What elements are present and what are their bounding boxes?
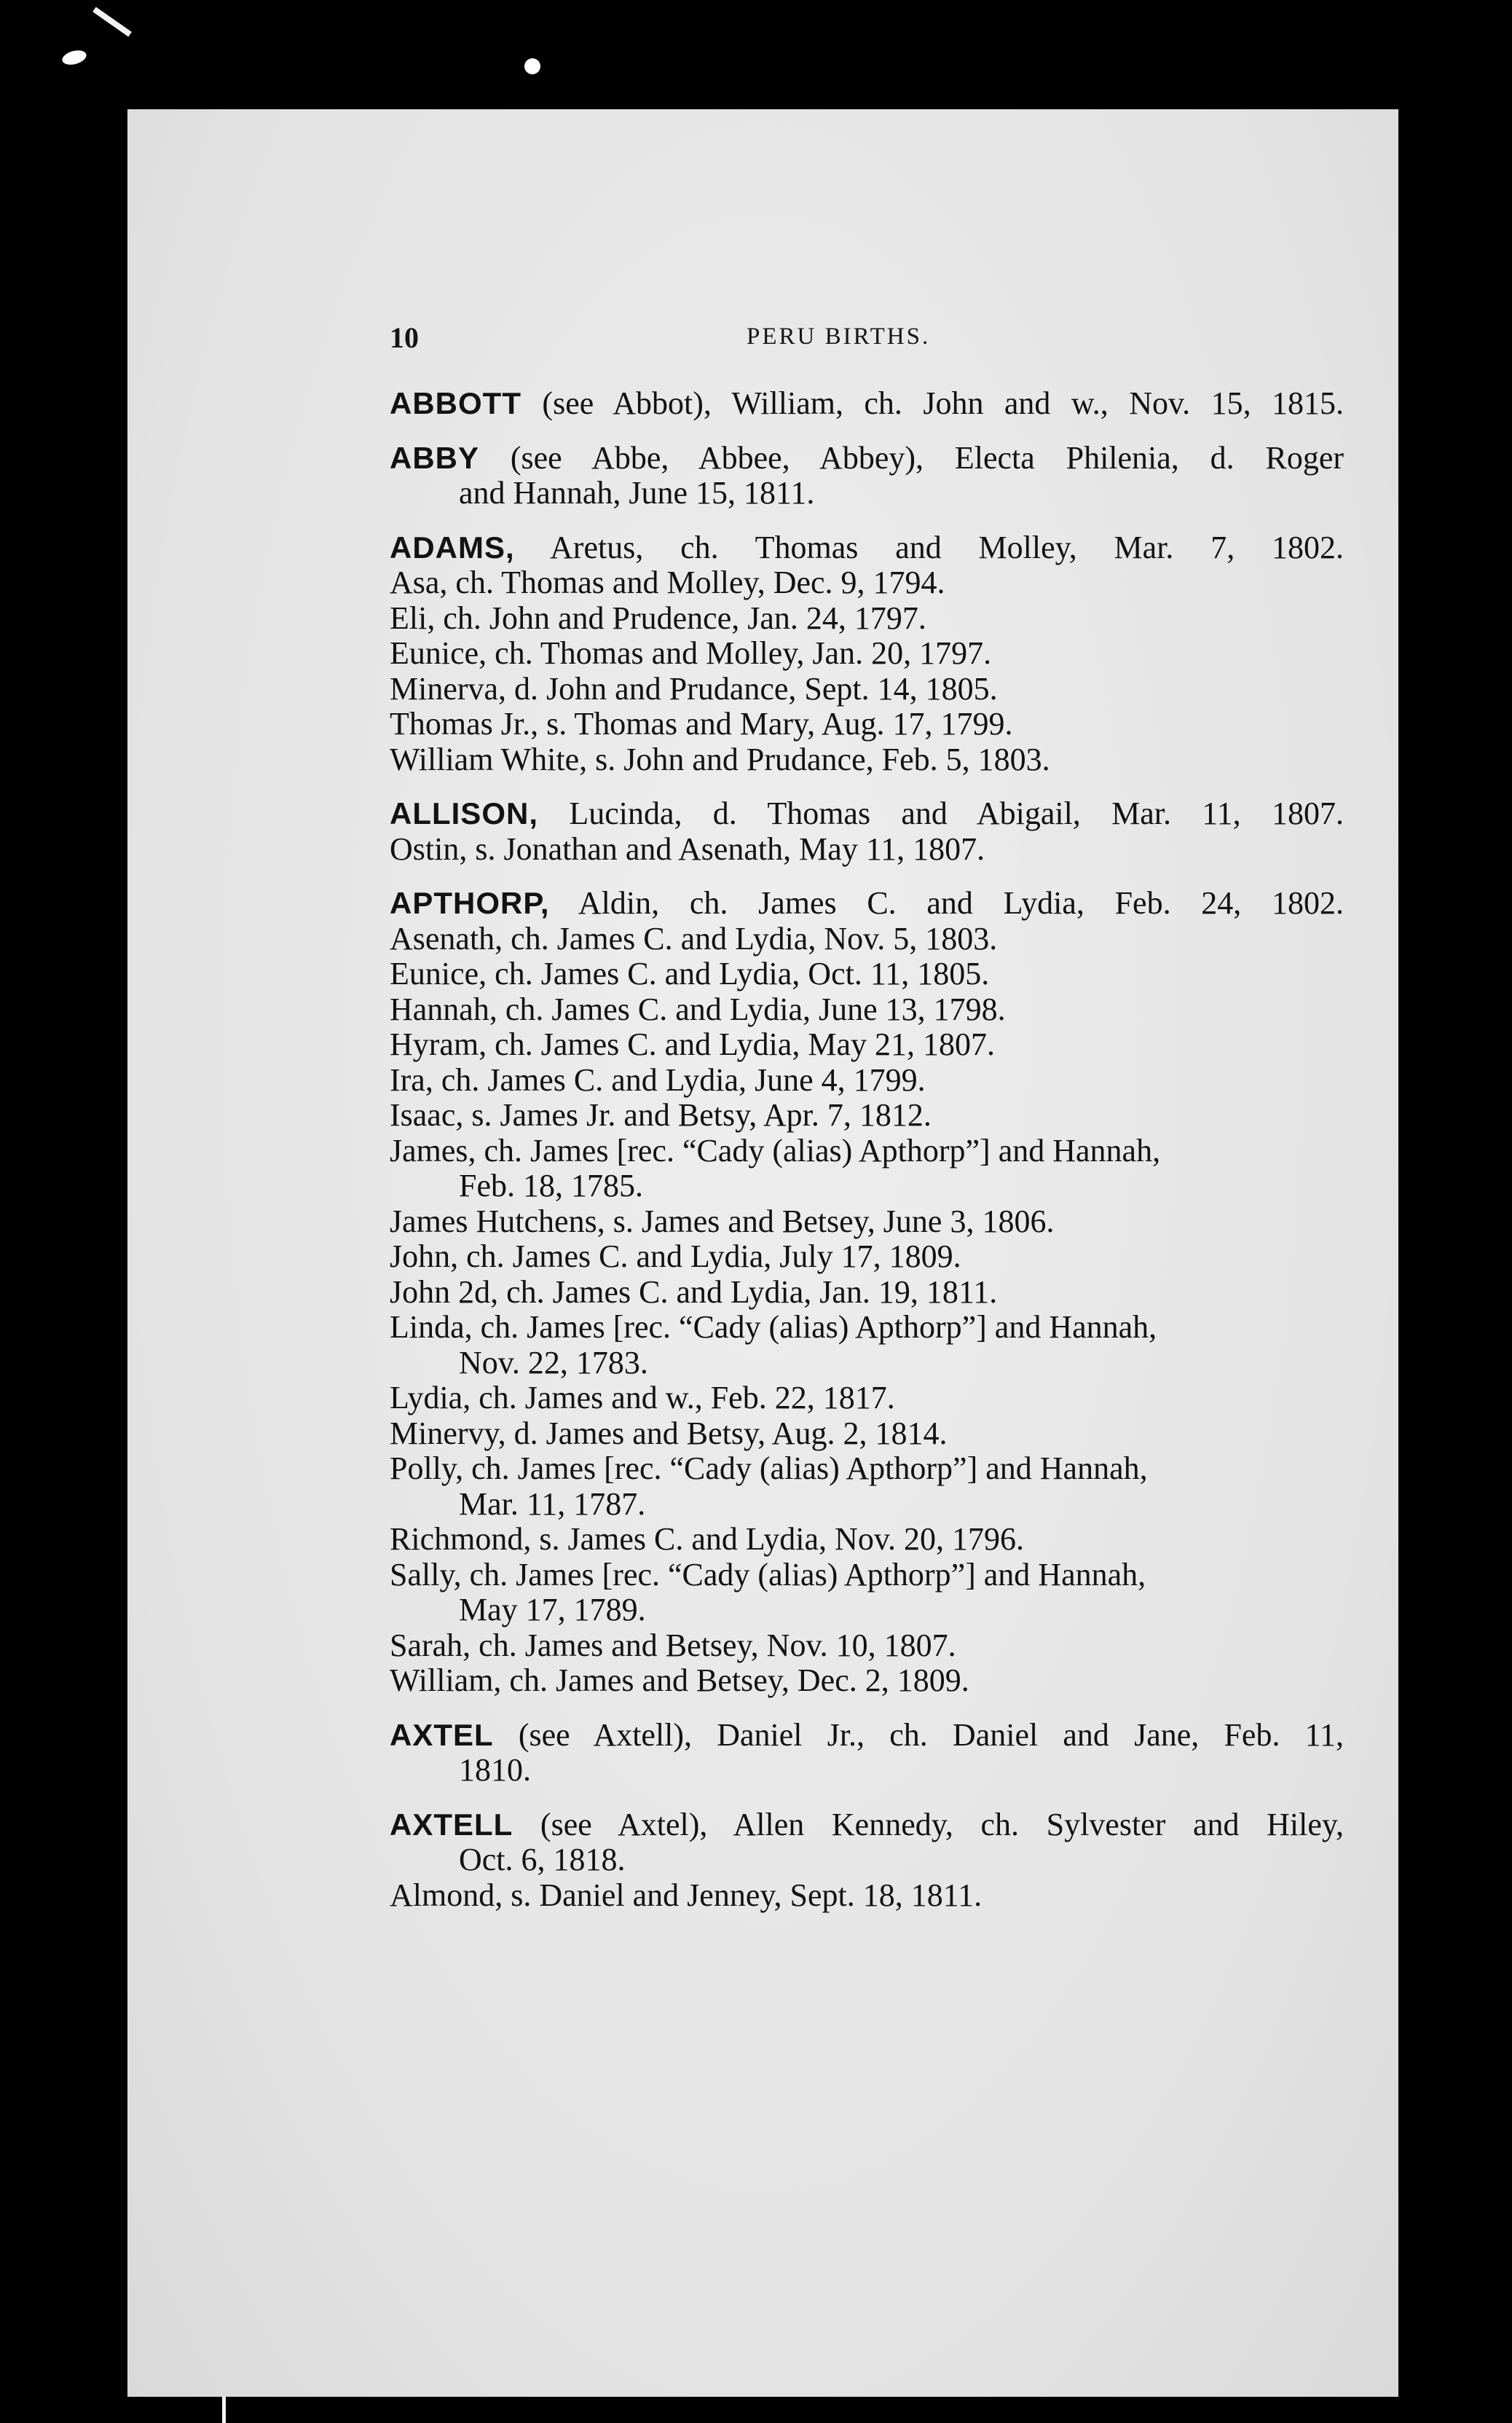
- entry-text: Linda, ch. James [rec. “Cady (alias) Apthorp”] and Hannah,: [390, 1309, 1157, 1345]
- entry-continuation: [390, 1487, 1344, 1523]
- entry-text: Polly, ch. James [rec. “Cady (alias) Apthorp”] and Hannah,: [390, 1450, 1148, 1486]
- entry-line: [390, 1663, 1344, 1699]
- surname: ABBY: [390, 440, 480, 475]
- entry-line: [390, 672, 1344, 707]
- entry-text: John 2d, ch. James C. and Lydia, Jan. 19, 1811.: [390, 1273, 998, 1310]
- scan-streak: [92, 7, 132, 37]
- entry-text: May 17, 1789.: [459, 1592, 646, 1627]
- entry-text: Mar. 11, 1787.: [459, 1485, 646, 1522]
- family-entry: [390, 1807, 1344, 1914]
- entry-line: [390, 1522, 1344, 1558]
- family-entry: [390, 796, 1344, 867]
- entry-continuation: [390, 1169, 1344, 1204]
- scan-speck: [524, 58, 540, 74]
- entry-line: [390, 886, 1344, 922]
- entry-text: Aldin, ch. James C. and Lydia, Feb. 24, 1802.: [549, 885, 1344, 921]
- entry-text: Lydia, ch. James and w., Feb. 22, 1817.: [390, 1380, 895, 1415]
- entry-text: Eli, ch. John and Prudence, Jan. 24, 1797.: [390, 600, 926, 636]
- entry-line: [390, 1807, 1344, 1843]
- entry-text: Asenath, ch. James C. and Lydia, Nov. 5, 1803.: [390, 920, 998, 957]
- entry-line: [390, 742, 1344, 778]
- entry-text: (see Axtell), Daniel Jr., ch. Daniel and Jane, Feb. 11,: [493, 1716, 1344, 1753]
- entry-text: Minervy, d. James and Betsy, Aug. 2, 1814.: [390, 1415, 948, 1451]
- entry-line: [390, 1718, 1344, 1754]
- entry-line: [390, 1628, 1344, 1664]
- birth-register: [390, 386, 1344, 1932]
- entry-line: [390, 1558, 1344, 1593]
- entry-line: [390, 922, 1344, 957]
- entry-line: [390, 1204, 1344, 1240]
- family-entry: [390, 530, 1344, 778]
- entry-text: Sarah, ch. James and Betsey, Nov. 10, 1807.: [390, 1627, 956, 1663]
- family-entry: [390, 441, 1344, 511]
- entry-text: Isaac, s. James Jr. and Betsy, Apr. 7, 1812.: [390, 1097, 932, 1133]
- entry-text: John, ch. James C. and Lydia, July 17, 1809.: [390, 1238, 961, 1274]
- entry-text: William, ch. James and Betsey, Dec. 2, 1809.: [390, 1662, 969, 1698]
- entry-text: James, ch. James [rec. “Cady (alias) Apthorp”] and Hannah,: [390, 1132, 1161, 1169]
- surname: APTHORP,: [390, 886, 550, 920]
- entry-text: Ostin, s. Jonathan and Asenath, May 11, 1807.: [390, 830, 985, 867]
- entry-text: Asa, ch. Thomas and Molley, Dec. 9, 1794.: [390, 565, 945, 600]
- page-header: [390, 321, 1344, 364]
- entry-text: Oct. 6, 1818.: [459, 1842, 626, 1877]
- entry-text: Feb. 18, 1785.: [459, 1168, 643, 1203]
- entry-line: [390, 565, 1344, 601]
- entry-text: and Hannah, June 15, 1811.: [459, 475, 815, 511]
- entry-text: Hyram, ch. James C. and Lydia, May 21, 1807.: [390, 1026, 995, 1062]
- entry-text: Aretus, ch. Thomas and Molley, Mar. 7, 1802.: [514, 529, 1344, 565]
- entry-line: [390, 1416, 1344, 1452]
- entry-text: Eunice, ch. James C. and Lydia, Oct. 11, 1805.: [390, 956, 990, 991]
- entry-text: Thomas Jr., s. Thomas and Mary, Aug. 17, 1799.: [390, 706, 1013, 742]
- entry-text: Hannah, ch. James C. and Lydia, June 13, 1798.: [390, 991, 1006, 1027]
- entry-text: Almond, s. Daniel and Jenney, Sept. 18, 1811.: [390, 1877, 983, 1913]
- family-entry: [390, 386, 1344, 422]
- surname: AXTELL: [390, 1807, 513, 1842]
- family-entry: [390, 886, 1344, 1699]
- entry-text: 1810.: [459, 1752, 531, 1788]
- entry-text: (see Abbot), William, ch. John and w., Nov. 15, 1815.: [521, 385, 1344, 421]
- entry-text: Minerva, d. John and Prudance, Sept. 14, 1805.: [390, 670, 998, 707]
- entry-line: [390, 386, 1344, 422]
- entry-text: Eunice, ch. Thomas and Molley, Jan. 20, 1797.: [390, 635, 992, 671]
- entry-line: [390, 832, 1344, 868]
- entry-line: [390, 1098, 1344, 1134]
- entry-line: [390, 992, 1344, 1028]
- page-number: 10: [390, 321, 419, 354]
- entry-continuation: [390, 1842, 1344, 1878]
- entry-line: [390, 1275, 1344, 1311]
- entry-line: [390, 1451, 1344, 1487]
- entry-line: [390, 601, 1344, 637]
- entry-line: [390, 636, 1344, 672]
- entry-line: [390, 1878, 1344, 1914]
- entry-text: Lucinda, d. Thomas and Abigail, Mar. 11, 1807.: [538, 796, 1344, 831]
- entry-line: [390, 796, 1344, 832]
- entry-continuation: [390, 476, 1344, 511]
- entry-text: Richmond, s. James C. and Lydia, Nov. 20, 1796.: [390, 1521, 1024, 1557]
- entry-line: [390, 1063, 1344, 1099]
- surname: AXTEL: [390, 1717, 494, 1752]
- entry-text: William White, s. John and Prudance, Feb. 5, 1803.: [390, 741, 1050, 777]
- entry-continuation: [390, 1346, 1344, 1381]
- surname: ALLISON,: [390, 796, 538, 830]
- entry-continuation: [390, 1593, 1344, 1628]
- entry-line: [390, 1310, 1344, 1346]
- entry-line: [390, 707, 1344, 742]
- surname: ABBOTT: [390, 386, 521, 420]
- entry-text: Ira, ch. James C. and Lydia, June 4, 1799.: [390, 1061, 926, 1098]
- entry-text: Sally, ch. James [rec. “Cady (alias) Apthorp”] and Hannah,: [390, 1556, 1146, 1593]
- entry-text: James Hutchens, s. James and Betsey, June 3, 1806.: [390, 1203, 1055, 1239]
- entry-text: (see Abbe, Abbee, Abbey), Electa Philenia, d. Roger: [479, 439, 1344, 476]
- entry-line: [390, 441, 1344, 476]
- entry-text: Nov. 22, 1783.: [459, 1344, 648, 1381]
- entry-line: [390, 1134, 1344, 1169]
- surname: ADAMS,: [390, 530, 515, 565]
- running-title: PERU BIRTHS.: [747, 323, 931, 350]
- entry-line: [390, 957, 1344, 992]
- entry-line: [390, 530, 1344, 566]
- scan-speck: [60, 48, 88, 67]
- entry-line: [390, 1381, 1344, 1416]
- family-entry: [390, 1718, 1344, 1788]
- entry-text: (see Axtel), Allen Kennedy, ch. Sylvester and Hiley,: [513, 1806, 1344, 1842]
- entry-line: [390, 1027, 1344, 1063]
- entry-line: [390, 1239, 1344, 1275]
- entry-continuation: [390, 1753, 1344, 1788]
